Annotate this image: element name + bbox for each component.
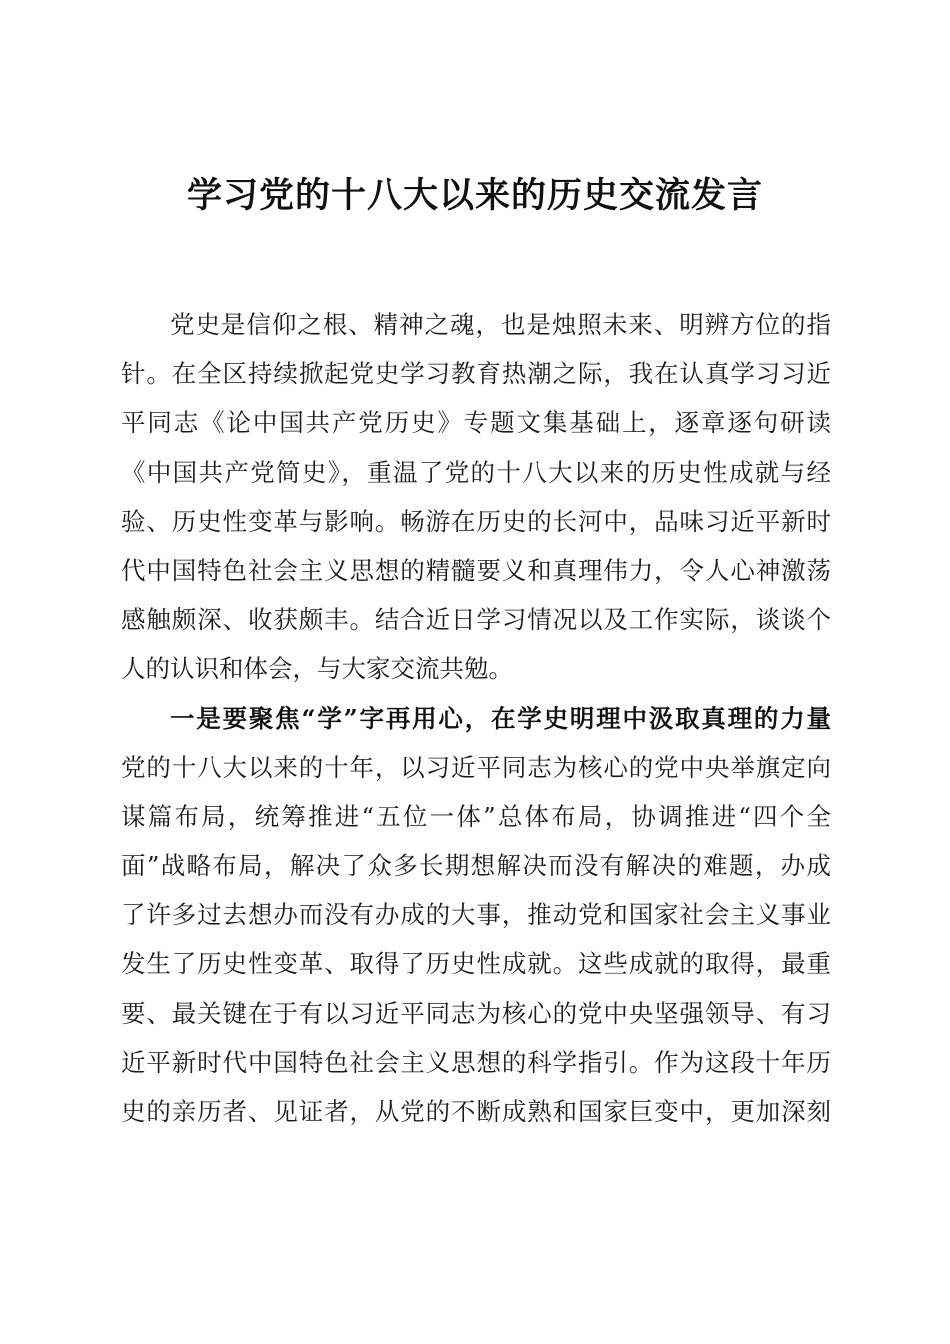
text-line: 针。在全区持续掀起党史学习教育热潮之际，我在认真学习习近	[121, 359, 831, 389]
document-body	[121, 300, 831, 1136]
text-line: 要、最关键在于有以习近平同志为核心的党中央坚强领导、有习	[121, 998, 831, 1028]
text-line: 党史是信仰之根、精神之魂，也是烛照未来、明辨方位的指	[170, 310, 831, 339]
paragraph-intro	[121, 300, 831, 694]
text-line: 感触颇深、收获颇丰。结合近日学习情况以及工作实际，谈谈个	[121, 605, 831, 635]
text-line: 发生了历史性变革、取得了历史性成就。这些成就的取得，最重	[121, 949, 831, 979]
text-line: 了许多过去想办而没有办成的大事，推动党和国家社会主义事业	[121, 900, 831, 930]
text-line: 验、历史性变革与影响。畅游在历史的长河中，品味习近平新时	[121, 506, 831, 536]
text-line: 代中国特色社会主义思想的精髓要义和真理伟力，令人心神激荡	[121, 555, 831, 585]
text-line: 面”战略布局，解决了众多长期想解决而没有解决的难题，办成	[121, 851, 831, 881]
text-line: 谋篇布局，统筹推进“五位一体”总体布局，协调推进“四个全	[121, 801, 831, 831]
text-line: 人的认识和体会，与大家交流共勉。	[121, 654, 513, 684]
text-line: 党的十八大以来的十年，以习近平同志为核心的党中央举旗定向	[121, 752, 831, 782]
text-line: 近平新时代中国特色社会主义思想的科学指引。作为这段十年历	[121, 1047, 831, 1077]
paragraph-section-1	[121, 743, 831, 1137]
text-line: 平同志《论中国共产党历史》专题文集基础上，逐章逐句研读	[121, 408, 831, 438]
section-heading: 一是要聚焦“学”字再用心，在学史明理中汲取真理的力量	[170, 703, 831, 733]
document-title: 学习党的十八大以来的历史交流发言	[186, 175, 763, 216]
text-line: 《中国共产党简史》，重温了党的十八大以来的历史性成就与经	[121, 457, 831, 487]
text-line: 史的亲历者、见证者，从党的不断成熟和国家巨变中，更加深刻	[121, 1097, 831, 1126]
